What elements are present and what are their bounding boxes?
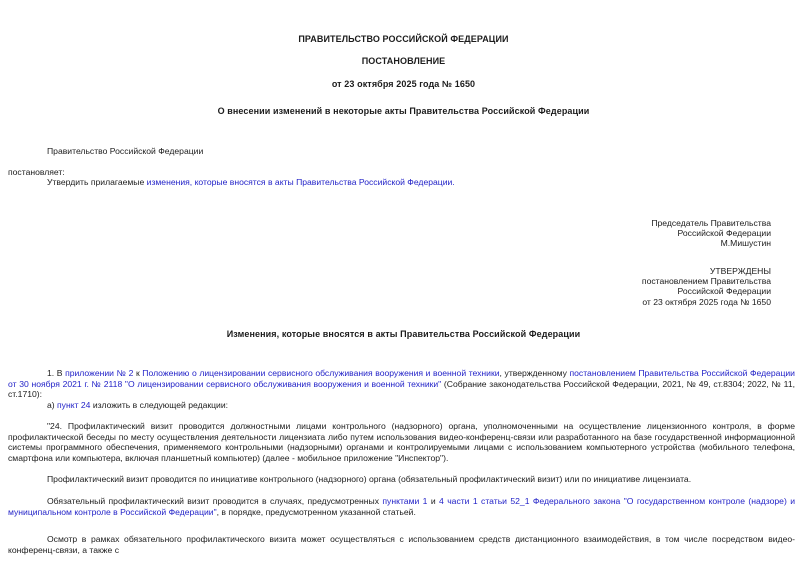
decree-word: постановляет: [8,167,65,177]
approval-block [642,266,771,307]
text-segment: "24. Профилактический визит проводится должностными лицами контрольного (надзорного) органа, уполномоченными на осуществление лицензионного контроля, в форме профилактической беседы по месту осуществления деятельности лицензиата либо путем использования видео-конференц-связи или разработанного на базе государственной информационной системы программного обеспечения, применяемого контрольными (надзорными) органами и контролируемыми лицами с использованием компьютерного устройства (мобильного телефона, смартфона или компьютера, включая планшетный компьютер) (далее - мобильное приложение "Инспектор"). [8,421,795,463]
link-annex-2[interactable]: приложении № 2 [65,368,134,378]
document-date-number: от 23 октября 2025 года № 1650 [331,79,476,89]
document-subject: О внесении изменений в некоторые акты Правительства Российской Федерации [217,106,590,116]
text-segment: , утвержденному [499,368,570,378]
resolution-text: Утвердить прилагаемые [47,177,147,187]
text-segment: , в порядке, предусмотренном указанной статьей. [216,506,416,517]
paragraph-3 [8,421,795,463]
text-segment: к [133,368,143,378]
approval-by-line1: постановлением Правительства [641,276,771,287]
approval-word: УТВЕРЖДЕНЫ [709,266,771,276]
link-point-24[interactable]: пункт 24 [57,400,91,410]
text-segment: 1. В [47,368,66,378]
link-licensing-regulation[interactable]: Положению о лицензировании сервисного обслуживания вооружения и военной техники [142,368,500,378]
link-article-52-1[interactable]: 4 части 1 статьи 52_1 Федерального закона "О государственном контроле (надзоре) и муниципальном контроле в Российской Федерации" [8,496,795,517]
text-segment: и [427,496,440,506]
signature-block [651,218,771,249]
text-segment: а) [47,400,58,410]
link-resolution-2118[interactable]: постановлением Правительства Российской Федерации от 30 ноября 2021 г. № 2118 "О лицензировании сервисного обслуживания вооружения и военной техники" [8,368,795,389]
approval-by-line2: Российской Федерации [677,286,771,297]
signature-position-line2: Российской Федерации [677,228,771,239]
text-segment: (Собрание законодательства Российской Федерации, 2021, № 49, ст.8304; 2022, № 11, ст.1710): [8,378,795,400]
text-segment: Осмотр в рамках обязательного профилактического визита может осуществляться с использованием средств дистанционного взаимодействия, в том числе посредством видео-конференц-связи, а также с [8,534,795,555]
approval-date-number: от 23 октября 2025 года № 1650 [642,296,771,307]
annex-title: Изменения, которые вносятся в акты Правительства Российской Федерации [226,329,581,339]
paragraph-6 [8,534,795,555]
paragraph-1 [8,368,795,400]
preamble-intro: Правительство Российской Федерации [47,146,204,156]
paragraph-4 [8,474,795,485]
document-type: ПОСТАНОВЛЕНИЕ [361,56,446,66]
paragraph-5 [8,496,795,517]
document-org-title: ПРАВИТЕЛЬСТВО РОССИЙСКОЙ ФЕДЕРАЦИИ [298,34,509,44]
paragraph-2 [8,400,795,411]
text-segment: Обязательный профилактический визит проводится в случаях, предусмотренных [47,496,383,506]
link-points-1[interactable]: пунктами 1 [382,496,428,506]
signature-name: М.Мишустин [720,238,771,249]
text-segment: Профилактический визит проводится по инициативе контрольного (надзорного) органа (обязательный профилактический визит) или по инициативе лицензиата. [47,474,692,484]
link-changes-document[interactable]: изменения, которые вносятся в акты Правительства Российской Федерации. [146,177,455,187]
resolution-line [8,177,795,188]
signature-position-line1: Председатель Правительства [651,218,771,228]
text-segment: изложить в следующей редакции: [90,400,229,410]
